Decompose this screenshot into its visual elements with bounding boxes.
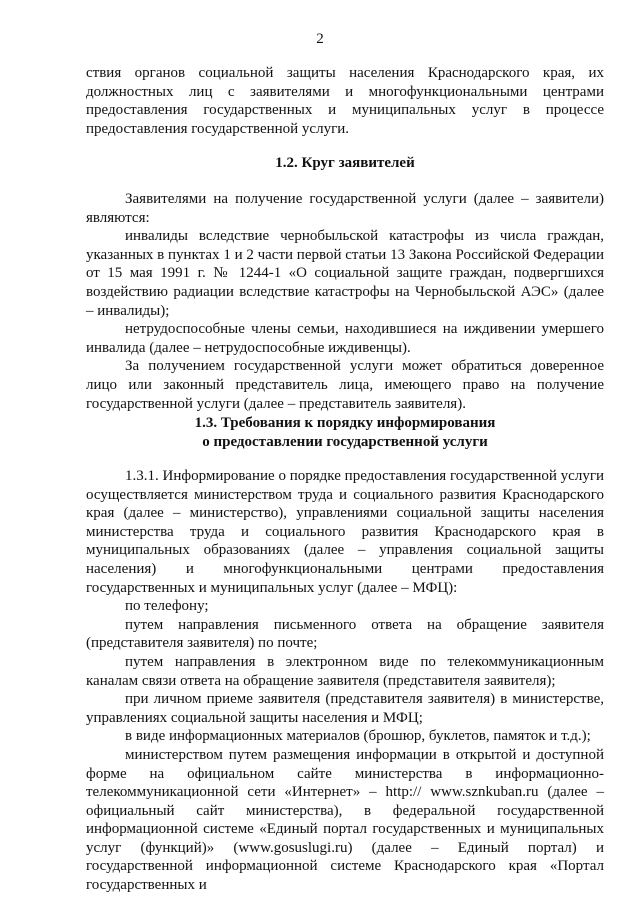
informing-item-materials: в виде информационных материалов (брошюр, буклетов, памяток и т.д.); [125, 728, 591, 745]
informing-item-mail: путем направления письменного ответа на обращение заявителя (представителя заявителя) по почте; [86, 616, 604, 652]
intro-paragraph: ствия органов социальной защиты населения Краснодарского края, их должностных лиц с заявителями и многофункциональными центрами предоставления государственных и муниципальных услуг в процессе предоставления государственной услуги. [86, 65, 604, 137]
informing-item-website: министерством путем размещения информации в открытой и доступной форме на официальном сайте министерства в информационно-телекоммуникационной сети «Интернет» – http:// www.sznkuban.ru (далее – официальный сайт министерства), в федеральной государственной информационной системе «Единый портал государственных и муниципальных услуг (функций)» (www.gosuslugi.ru) (далее – Единый портал) и государственной информационной системе Краснодарского края «Портал государственных и [86, 746, 604, 894]
informing-paragraph-1-3-1: 1.3.1. Информирование о порядке предоставления государственной услуги осуществляется министерством труда и социального развития Краснодарского края (далее – министерство), управлениями социальной защиты населения министерства труда и социального развития Краснодарского края в муниципальных образованиях (далее – управления социальной защиты населения) и многофункциональными центрами предоставления государственных и муниципальных услуг (далее – МФЦ): [86, 468, 604, 596]
informing-item-phone: по телефону; [125, 598, 209, 615]
representative-paragraph: За получением государственной услуги может обратиться доверенное лицо или законный представитель лица, имеющего право на получение государственной услуги (далее – представитель заявителя). [86, 358, 604, 412]
section-1-2-body [86, 190, 604, 413]
section-1-3-heading [86, 414, 604, 451]
applicants-item-invalids: инвалиды вследствие чернобыльской катастрофы из числа граждан, указанных в пунктах 1 и 2 части первой статьи 13 Закона Российской Федерации от 15 мая 1991 г. № 1244-1 «О социальной защите граждан, подвергшихся воздействию радиации вследствие катастрофы на Чернобыльской АЭС» (далее – инвалиды); [86, 228, 604, 319]
informing-item-personal: при личном приеме заявителя (представителя заявителя) в министерстве, управлениях социальной защиты населения и МФЦ; [86, 691, 604, 726]
applicants-item-dependents: нетрудоспособные члены семьи, находившиеся на иждивении умершего инвалида (далее – нетрудоспособные иждивенцы). [86, 321, 604, 356]
section-1-3-heading-line2: о предоставлении государственной услуги [202, 433, 488, 450]
applicants-intro-paragraph: Заявителями на получение государственной услуги (далее – заявители) являются: [86, 191, 604, 226]
section-1-3-body [86, 467, 604, 895]
intro-paragraph-block [86, 64, 604, 138]
page-number: 2 [316, 31, 324, 47]
informing-item-electronic: путем направления в электронном виде по телекоммуникационным каналам связи ответа на обращение заявителя (представителя заявителя); [86, 653, 604, 689]
section-1-2-heading: 1.2. Круг заявителей [275, 155, 415, 171]
section-1-3-heading-line1: 1.3. Требования к порядку информирования [194, 415, 496, 431]
